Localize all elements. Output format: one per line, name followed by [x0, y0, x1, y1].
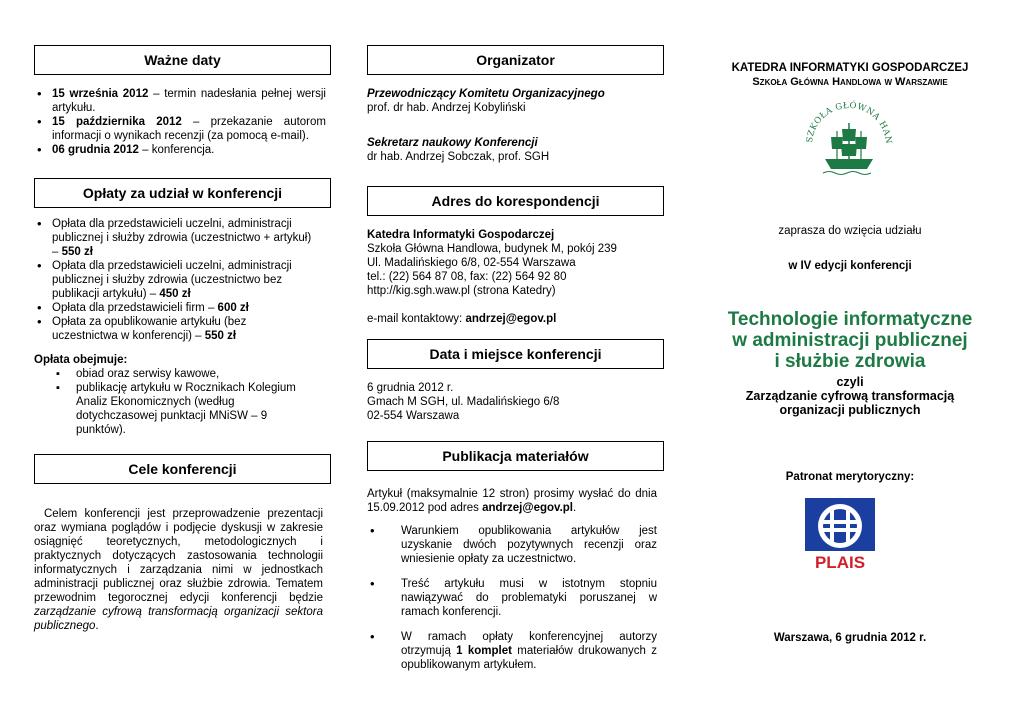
address-org: Katedra Informatyki Gospodarczej: [367, 229, 555, 241]
publication-heading: Publikacja materiałów: [367, 441, 664, 471]
contact-email: e-mail kontaktowy: andrzej@egov.pl: [367, 313, 557, 325]
footer-date: Warszawa, 6 grudnia 2012 r.: [773, 632, 927, 644]
chair-name: prof. dr hab. Andrzej Kobyliński: [367, 102, 526, 114]
date-line: 02-554 Warszawa: [367, 410, 460, 422]
list-item: • Opłata dla przedstawicieli uczelni, administracji publicznej i służby zdrowia (uczestnictwo bez publikacji artykułu) – 450 zł: [34, 259, 314, 301]
department-name: KATEDRA INFORMATYKI GOSPODARCZEJ: [731, 62, 969, 74]
email-link[interactable]: andrzej@egov.pl: [482, 502, 573, 514]
list-item: ▪ obiad oraz serwisy kawowe,: [34, 367, 314, 381]
plais-logo: [805, 498, 875, 572]
school-name: Szkoła Główna Handlowa w Warszawie: [752, 76, 948, 88]
list-item: • Opłata dla przedstawicieli firm – 600 zł: [34, 301, 314, 315]
conference-title: Technologie informatyczne w administracji publicznej i służbie zdrowia: [727, 309, 973, 372]
address-line: Szkoła Główna Handlowa, budynek M, pokój 239: [367, 243, 617, 255]
date-line: 6 grudnia 2012 r.: [367, 382, 454, 394]
list-item: ▪ publikację artykułu w Rocznikach Kolegium Analiz Ekonomicznych (według dotychczasowej punktacji MNiSW – 9 punktów).: [34, 381, 314, 437]
date-place-heading: Data i miejsce konferencji: [367, 339, 664, 369]
fees-heading: Opłaty za udział w konferencji: [34, 178, 331, 208]
patron-label: Patronat merytoryczny:: [785, 471, 915, 483]
list-item: • 15 października 2012 – przekazanie autorom informacji o wynikach recenzji (za pomocą e-mail).: [34, 115, 326, 143]
conference-subtitle: czyli Zarządzanie cyfrową transformacją organizacji publicznych: [745, 375, 955, 417]
dates-list: [34, 87, 326, 157]
secretary-role: Sekretarz naukowy Konferencji: [367, 137, 538, 149]
goals-heading: Cele konferencji: [34, 454, 331, 484]
includes-list: [34, 367, 314, 437]
list-item: • Opłata dla przedstawicieli uczelni, administracji publicznej i służby zdrowia (uczestnictwo + artykuł) – 550 zł: [34, 217, 314, 259]
list-item: • 06 grudnia 2012 – konferencja.: [34, 143, 326, 157]
organizer-heading: Organizator: [367, 45, 664, 75]
list-item: • Opłata za opublikowanie artykułu (bez uczestnictwa w konferencji) – 550 zł: [34, 315, 314, 343]
address-line: Ul. Madalińskiego 6/8, 02-554 Warszawa: [367, 257, 576, 269]
list-item: • Treść artykułu musi w istotnym stopniu nawiązywać do problematyki poruszanej w ramach konferencji.: [367, 577, 657, 619]
list-item: • W ramach opłaty konferencyjnej autorzy otrzymują 1 komplet materiałów drukowanych z opublikowanym artykułem.: [367, 630, 657, 672]
address-heading: Adres do korespondencji: [367, 186, 664, 216]
address-line: tel.: (22) 564 87 08, fax: (22) 564 92 80: [367, 271, 567, 283]
seal-text: SZKOŁA GŁÓWNA HAN: [804, 100, 894, 145]
date-line: Gmach M SGH, ul. Madalińskiego 6/8: [367, 396, 560, 408]
list-item: • Warunkiem opublikowania artykułów jest uzyskanie dwóch pozytywnych recenzji oraz wniesienie opłaty za uczestnictwo.: [367, 524, 657, 566]
invitation-text: zaprasza do wzięcia udziału: [778, 225, 922, 237]
goals-paragraph: Celem konferencji jest przeprowadzenie prezentacji oraz wymiana poglądów i podjęcie dyskusji w zakresie osiągnięć teoretycznych, metodologicznych i praktycznych dotyczących zastosowania technologii informatycznych i zarządzania nimi w jednostkach administracji publicznej oraz służbie zdrowia. Tematem przewodnim tegorocznej edycji konferencji będzie zarządzanie cyfrową transformacją organizacji sektora publicznego.: [34, 508, 323, 632]
publication-list: [367, 524, 657, 672]
website-link[interactable]: http://kig.sgh.waw.pl (strona Katedry): [367, 285, 556, 297]
list-item: • 15 września 2012 – termin nadesłania pełnej wersji artykułu.: [34, 87, 326, 115]
email-link[interactable]: andrzej@egov.pl: [465, 313, 557, 325]
plais-text: PLAIS: [814, 553, 866, 572]
date-place-block: [367, 381, 664, 423]
includes-heading: Opłata obejmuje:: [34, 354, 128, 366]
dates-heading: Ważne daty: [34, 45, 331, 75]
chair-role: Przewodniczący Komitetu Organizacyjnego: [367, 88, 605, 100]
address-block: [367, 228, 664, 326]
publication-intro: Artykuł (maksymalnie 12 stron) prosimy wysłać do dnia 15.09.2012 pod adres andrzej@egov.pl.: [367, 488, 657, 514]
sgh-seal-logo: [795, 93, 903, 189]
edition-text: w IV edycji konferencji: [788, 260, 912, 272]
organizer-block: [367, 87, 664, 164]
fees-list: [34, 217, 314, 343]
secretary-name: dr hab. Andrzej Sobczak, prof. SGH: [367, 151, 550, 163]
